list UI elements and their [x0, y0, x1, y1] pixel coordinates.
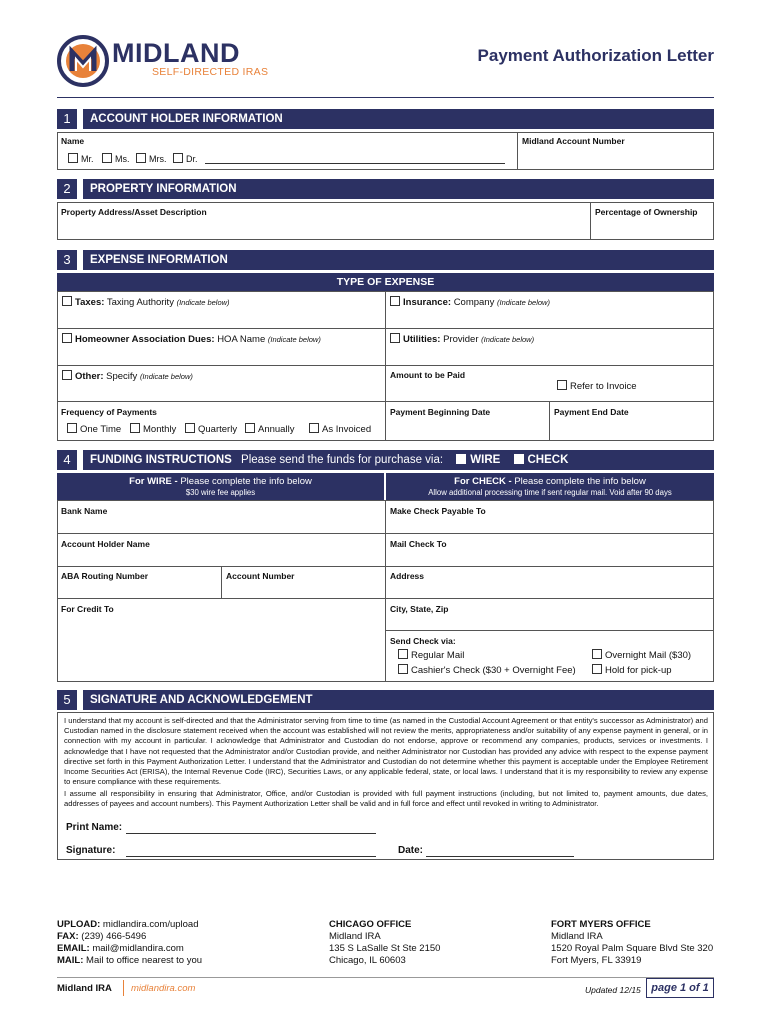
section-1-number: 1: [57, 109, 77, 129]
other-checkbox[interactable]: [62, 370, 72, 380]
address-label: Address: [390, 571, 425, 581]
check-checkbox[interactable]: [514, 454, 524, 464]
amount-label: Amount to be Paid: [390, 370, 466, 380]
logo-wordmark: MIDLAND: [112, 38, 240, 68]
chicago-office: CHICAGO OFFICE Midland IRA 135 S LaSalle St Ste 2150 Chicago, IL 60603: [329, 919, 441, 966]
freq-one-time[interactable]: One Time: [67, 423, 121, 435]
hold-pickup-option[interactable]: Hold for pick-up: [592, 664, 672, 676]
acknowledgement-paragraph-1: I understand that my account is self-directed and that the Administrator serving from time to time (as named in the Custodial Account Agreement or that entity's successor as Administrator) and Custodian named in the disclosure statement received when the account was established will not review the merits, appropriateness and/or suitability of any expense payment in general, or in connection with my account in particular. I acknowledge that Administrator and Custodian do not endorse, approve or recommend any companies, products, services or investments. I acknowledge that I have not requested that the Administrator and/or Custodian provide, and neither Administrator nor Custodian has provided any advice with respect to the expense payment directive set forth in this Payment Authorization Letter. I understand that the Administrator and Custodian do not determine whether this payment is acceptable under the Employee Retirement Income Securities Act (ERISA), the Internal Revenue Code (IRC), Securities Laws, or any applicable federal, state, or local laws. I understand that it is my responsibility to review any expense to ensure compliance with these requirements.: [64, 716, 708, 787]
utilities-checkbox[interactable]: [390, 333, 400, 343]
payable-to-label: Make Check Payable To: [390, 506, 486, 516]
overnight-mail-option[interactable]: Overnight Mail ($30): [592, 649, 691, 661]
freq-as-invoiced[interactable]: As Invoiced: [309, 423, 371, 435]
aba-routing-label: ABA Routing Number: [61, 571, 149, 581]
check-header: For CHECK - Please complete the info below Allow additional processing time if sent regular mail. Void after 90 days: [386, 473, 714, 500]
page-title: Payment Authorization Letter: [477, 46, 714, 65]
freq-monthly[interactable]: Monthly: [130, 423, 176, 435]
mr-checkbox[interactable]: [68, 153, 78, 163]
other-option[interactable]: Other: Specify (Indicate below): [62, 370, 193, 382]
type-of-expense-header: TYPE OF EXPENSE: [57, 273, 714, 291]
check-option[interactable]: CHECK: [514, 454, 569, 466]
print-name-field[interactable]: [126, 833, 376, 834]
section-3-number: 3: [57, 250, 77, 270]
send-check-via-label: Send Check via:: [390, 636, 456, 646]
wire-header: For WIRE - Please complete the info below $30 wire fee applies: [57, 473, 384, 500]
section-5-number: 5: [57, 690, 77, 710]
taxes-option[interactable]: Taxes: Taxing Authority (Indicate below): [62, 296, 230, 308]
salutation-ms[interactable]: Ms.: [102, 153, 130, 164]
utilities-option[interactable]: Utilities: Provider (Indicate below): [390, 333, 534, 345]
hold-pickup-checkbox[interactable]: [592, 664, 602, 674]
city-state-zip-label: City, State, Zip: [390, 604, 449, 614]
fort-myers-office: FORT MYERS OFFICE Midland IRA 1520 Royal Palm Square Blvd Ste 320 Fort Myers, FL 33919: [551, 919, 714, 966]
wire-checkbox[interactable]: [456, 454, 466, 464]
name-field[interactable]: [205, 163, 505, 164]
property-address-label: Property Address/Asset Description: [61, 207, 207, 217]
bank-name-label: Bank Name: [61, 506, 108, 516]
footer-divider: [123, 980, 124, 996]
hoa-checkbox[interactable]: [62, 333, 72, 343]
insurance-option[interactable]: Insurance: Company (Indicate below): [390, 296, 550, 308]
section-4-title: FUNDING INSTRUCTIONS Please send the funds for purchase via: WIRE CHECK: [83, 450, 714, 470]
cashiers-check-option[interactable]: Cashier's Check ($30 + Overnight Fee): [398, 664, 576, 676]
email-link[interactable]: mail@midlandira.com: [92, 943, 184, 954]
account-number-field-label: Account Number: [226, 571, 295, 581]
header-rule: [57, 97, 714, 98]
regular-mail-option[interactable]: Regular Mail: [398, 649, 464, 661]
hoa-option[interactable]: Homeowner Association Dues: HOA Name (Indicate below): [62, 333, 321, 345]
footer-rule: [57, 977, 714, 978]
salutation-dr[interactable]: Dr.: [173, 153, 198, 164]
begin-date-label: Payment Beginning Date: [390, 407, 491, 417]
logo-subtitle: SELF-DIRECTED IRAS: [152, 66, 269, 78]
monthly-checkbox[interactable]: [130, 423, 140, 433]
date-label: Date:: [398, 845, 424, 856]
print-name-label: Print Name:: [66, 822, 123, 833]
cashiers-check-checkbox[interactable]: [398, 664, 408, 674]
regular-mail-checkbox[interactable]: [398, 649, 408, 659]
frequency-label: Frequency of Payments: [61, 407, 157, 417]
section-1-title: ACCOUNT HOLDER INFORMATION: [83, 109, 714, 129]
refer-invoice-option[interactable]: Refer to Invoice: [557, 380, 637, 392]
name-label: Name: [61, 136, 85, 146]
freq-quarterly[interactable]: Quarterly: [185, 423, 237, 435]
freq-annually[interactable]: Annually: [245, 423, 294, 435]
account-holder-name-label: Account Holder Name: [61, 539, 150, 549]
salutation-mr[interactable]: Mr.: [68, 153, 94, 164]
footer-site-link[interactable]: midlandira.com: [131, 983, 196, 994]
signature-label: Signature:: [66, 845, 116, 856]
mail-check-to-label: Mail Check To: [390, 539, 447, 549]
page-number: page 1 of 1: [646, 978, 714, 998]
signature-field[interactable]: [126, 856, 376, 857]
quarterly-checkbox[interactable]: [185, 423, 195, 433]
salutation-mrs[interactable]: Mrs.: [136, 153, 167, 164]
section-4-number: 4: [57, 450, 77, 470]
section-2-title: PROPERTY INFORMATION: [83, 179, 714, 199]
midland-logo: [57, 35, 109, 87]
dr-checkbox[interactable]: [173, 153, 183, 163]
ownership-label: Percentage of Ownership: [595, 207, 698, 217]
section-5-title: SIGNATURE AND ACKNOWLEDGEMENT: [83, 690, 714, 710]
ms-checkbox[interactable]: [102, 153, 112, 163]
end-date-label: Payment End Date: [554, 407, 629, 417]
acknowledgement-paragraph-2: I assume all responsibility in ensuring that Administrator, Office, and/or Custodian is provided with full payment instructions (including, but not limited to, payment amounts, due dates, addresses of payees and account numbers). This Payment Authorization Letter shall be valid and in full force and effect until revoked in writing to Administrator.: [64, 789, 708, 809]
as-invoiced-checkbox[interactable]: [309, 423, 319, 433]
date-field[interactable]: [426, 856, 574, 857]
footer-brand: Midland IRA: [57, 983, 112, 994]
one-time-checkbox[interactable]: [67, 423, 77, 433]
upload-link[interactable]: midlandira.com/upload: [102, 919, 199, 930]
refer-invoice-checkbox[interactable]: [557, 380, 567, 390]
updated-date: Updated 12/15: [585, 985, 641, 995]
insurance-checkbox[interactable]: [390, 296, 400, 306]
credit-to-label: For Credit To: [61, 604, 114, 614]
overnight-mail-checkbox[interactable]: [592, 649, 602, 659]
wire-option[interactable]: WIRE: [456, 454, 500, 466]
section-3-title: EXPENSE INFORMATION: [83, 250, 714, 270]
account-number-label: Midland Account Number: [522, 136, 625, 146]
footer-contact: UPLOAD: midlandira.com/upload FAX: (239) 466-5496 EMAIL: mail@midlandira.com MAIL: Mail to office nearest to you: [57, 919, 203, 966]
section-2-number: 2: [57, 179, 77, 199]
mrs-checkbox[interactable]: [136, 153, 146, 163]
taxes-checkbox[interactable]: [62, 296, 72, 306]
annually-checkbox[interactable]: [245, 423, 255, 433]
